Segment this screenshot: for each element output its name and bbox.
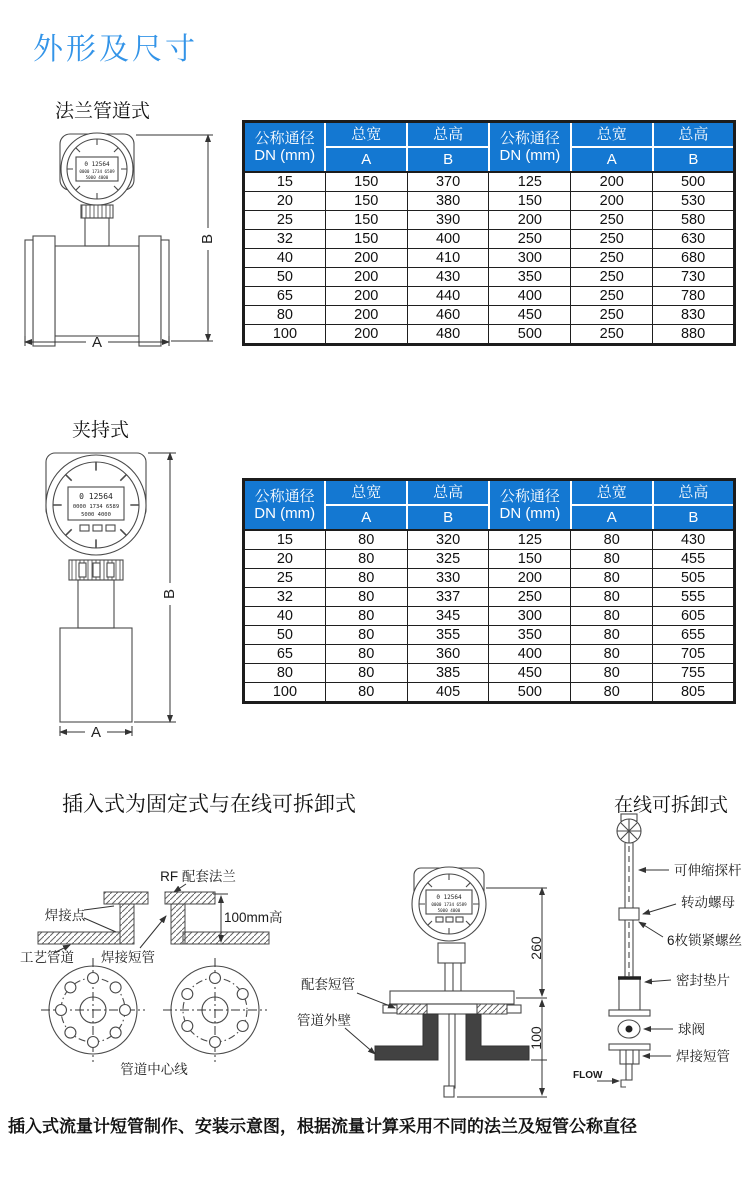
table-cell: 300 <box>489 607 571 626</box>
col-header-diameter-line1: 公称通径 <box>254 487 315 505</box>
stub-welding-diagram <box>8 858 293 1085</box>
dim-label-260: 260 <box>528 936 544 960</box>
table-cell: 200 <box>325 306 407 325</box>
diagram-leaders <box>345 993 395 1054</box>
table-cell: 150 <box>325 211 407 230</box>
table-cell: 80 <box>325 530 407 550</box>
col-header-width: 总宽 <box>325 122 407 148</box>
col-header-width: 总宽 <box>571 122 653 148</box>
table-cell: 80 <box>571 530 653 550</box>
table-cell: 32 <box>244 588 326 607</box>
flange-meter-body <box>25 133 169 346</box>
table-cell: 200 <box>571 192 653 211</box>
meter-display-line1: 0 12564 <box>79 492 113 501</box>
table-cell: 830 <box>653 306 735 325</box>
table-cell: 80 <box>325 550 407 569</box>
col-header-height: 总高 <box>407 122 489 148</box>
table-row <box>244 588 735 607</box>
section-label-flange-type: 法兰管道式 <box>55 101 151 122</box>
table-cell: 505 <box>653 569 735 588</box>
table-row <box>244 306 735 325</box>
dim-label-a: A <box>91 334 103 351</box>
col-subheader-b: B <box>407 147 489 172</box>
meter-display-line3: 5000 4000 <box>85 175 109 180</box>
table-row <box>244 211 735 230</box>
table-cell: 80 <box>571 569 653 588</box>
table-cell: 480 <box>407 325 489 345</box>
col-header-diameter <box>244 480 326 531</box>
table-cell: 345 <box>407 607 489 626</box>
table-cell: 350 <box>489 626 571 645</box>
table-cell: 80 <box>571 550 653 569</box>
table-cell: 50 <box>244 268 326 287</box>
col-header-diameter-line2: DN (mm) <box>499 147 561 164</box>
label-process-pipe: 工艺管道 <box>20 950 74 965</box>
col-subheader-b: B <box>653 147 735 172</box>
table-row <box>244 683 735 703</box>
table-cell: 150 <box>325 172 407 192</box>
label-flow: FLOW <box>573 1070 603 1081</box>
table-cell: 355 <box>407 626 489 645</box>
table-cell: 25 <box>244 569 326 588</box>
label-pipe-centerline: 管道中心线 <box>120 1062 188 1077</box>
col-header-height: 总高 <box>407 480 489 506</box>
table-cell: 20 <box>244 550 326 569</box>
table-cell: 65 <box>244 645 326 664</box>
table-cell: 150 <box>325 192 407 211</box>
table-cell: 80 <box>571 626 653 645</box>
table-cell: 80 <box>325 645 407 664</box>
dim-label-a: A <box>90 724 102 741</box>
table-cell: 80 <box>244 664 326 683</box>
section-heading-insertion-type: 插入式为固定式与在线可拆卸式 <box>62 793 356 816</box>
table-cell: 350 <box>489 268 571 287</box>
table-row <box>244 172 735 192</box>
table-cell: 805 <box>653 683 735 703</box>
flange-meter-drawing <box>12 128 227 350</box>
meter-display-line2: 0000 1734 6589 <box>79 169 115 174</box>
probe-assembly <box>609 814 650 1087</box>
table-cell: 555 <box>653 588 735 607</box>
table-cell: 200 <box>489 211 571 230</box>
label-weld-point: 焊接点 <box>44 908 86 923</box>
table-cell: 65 <box>244 287 326 306</box>
table-cell: 80 <box>571 683 653 703</box>
table-cell: 100 <box>244 325 326 345</box>
col-header-diameter-line1: 公称通径 <box>499 487 560 505</box>
table-cell: 20 <box>244 192 326 211</box>
table-cell: 80 <box>325 569 407 588</box>
page-caption: 插入式流量计短管制作、安装示意图，根据流量计算采用不同的法兰及短管公称直径 <box>8 1117 637 1136</box>
table-row <box>244 569 735 588</box>
col-subheader-a: A <box>325 147 407 172</box>
col-header-diameter-line1: 公称通径 <box>499 129 560 147</box>
table-cell: 80 <box>571 664 653 683</box>
table-cell: 125 <box>489 530 571 550</box>
col-subheader-b: B <box>407 505 489 530</box>
table-cell: 390 <box>407 211 489 230</box>
table-cell: 50 <box>244 626 326 645</box>
meter-display-line1: 0 12564 <box>84 161 110 168</box>
table-cell: 410 <box>407 249 489 268</box>
table-cell: 40 <box>244 607 326 626</box>
col-header-width: 总宽 <box>325 480 407 506</box>
table-cell: 250 <box>571 287 653 306</box>
table-cell: 200 <box>325 249 407 268</box>
table-cell: 455 <box>653 550 735 569</box>
table-row <box>244 268 735 287</box>
table-cell: 780 <box>653 287 735 306</box>
label-rf-flange: RF 配套法兰 <box>160 869 236 884</box>
col-subheader-a: A <box>325 505 407 530</box>
col-header-height: 总高 <box>653 122 735 148</box>
meter-display-line1: 0 12564 <box>436 894 462 901</box>
table-cell: 705 <box>653 645 735 664</box>
clamp-dimensions-table <box>242 478 736 704</box>
table-cell: 360 <box>407 645 489 664</box>
table-cell: 250 <box>571 211 653 230</box>
table-cell: 80 <box>325 626 407 645</box>
col-subheader-b: B <box>653 505 735 530</box>
col-header-diameter-line2: DN (mm) <box>499 505 561 522</box>
table-cell: 300 <box>489 249 571 268</box>
table-cell: 400 <box>489 645 571 664</box>
table-cell: 80 <box>325 664 407 683</box>
label-lock-screws: 6枚锁紧螺丝 <box>667 933 743 948</box>
table-cell: 500 <box>489 325 571 345</box>
table-cell: 15 <box>244 530 326 550</box>
table-cell: 440 <box>407 287 489 306</box>
flange-dimensions-table <box>242 120 736 346</box>
label-telescopic-probe: 可伸缩探杆 <box>674 863 742 878</box>
table-row <box>244 287 735 306</box>
table-cell: 15 <box>244 172 326 192</box>
table-cell: 200 <box>325 325 407 345</box>
table-cell: 150 <box>325 230 407 249</box>
label-weld-stub: 焊接短管 <box>101 950 155 965</box>
table-cell: 80 <box>571 588 653 607</box>
table-row <box>244 626 735 645</box>
dim-label-b: B <box>161 588 178 600</box>
col-header-diameter-line2: DN (mm) <box>254 505 316 522</box>
table-cell: 730 <box>653 268 735 287</box>
table-row <box>244 530 735 550</box>
section-label-clamp-type: 夹持式 <box>72 420 130 441</box>
table-cell: 460 <box>407 306 489 325</box>
table-cell: 40 <box>244 249 326 268</box>
clamp-meter-drawing <box>18 443 228 740</box>
meter-display-line2: 0000 1734 6589 <box>72 504 120 510</box>
table-cell: 150 <box>489 192 571 211</box>
table-cell: 200 <box>571 172 653 192</box>
table-cell: 250 <box>571 249 653 268</box>
table-cell: 500 <box>653 172 735 192</box>
col-header-width: 总宽 <box>571 480 653 506</box>
table-row <box>244 607 735 626</box>
table-row <box>244 192 735 211</box>
table-cell: 325 <box>407 550 489 569</box>
table-cell: 500 <box>489 683 571 703</box>
table-cell: 450 <box>489 306 571 325</box>
table-cell: 450 <box>489 664 571 683</box>
table-cell: 25 <box>244 211 326 230</box>
table-cell: 250 <box>571 230 653 249</box>
col-header-diameter <box>244 122 326 173</box>
meter-display-line3: 5000 4000 <box>437 908 461 913</box>
table-cell: 530 <box>653 192 735 211</box>
table-cell: 80 <box>325 607 407 626</box>
table-cell: 200 <box>489 569 571 588</box>
table-cell: 80 <box>571 645 653 664</box>
table-cell: 150 <box>489 550 571 569</box>
label-100mm-height: 100mm高 <box>224 910 283 925</box>
col-header-diameter <box>489 480 571 531</box>
table-cell: 680 <box>653 249 735 268</box>
label-matching-stub: 配套短管 <box>301 977 355 992</box>
table-cell: 400 <box>489 287 571 306</box>
col-header-height: 总高 <box>653 480 735 506</box>
meter-display-line2: 0000 1734 6589 <box>431 902 467 907</box>
label-rotating-nut: 转动螺母 <box>681 895 735 910</box>
col-subheader-a: A <box>571 505 653 530</box>
table-cell: 755 <box>653 664 735 683</box>
table-cell: 80 <box>571 607 653 626</box>
table-cell: 605 <box>653 607 735 626</box>
col-header-diameter-line2: DN (mm) <box>254 147 316 164</box>
table-cell: 380 <box>407 192 489 211</box>
table-row <box>244 325 735 345</box>
col-header-diameter <box>489 122 571 173</box>
table-cell: 330 <box>407 569 489 588</box>
label-pipe-outer-wall: 管道外壁 <box>297 1013 351 1028</box>
table-row <box>244 249 735 268</box>
table-cell: 250 <box>571 306 653 325</box>
label-sealing-gasket: 密封垫片 <box>676 973 730 988</box>
table-cell: 580 <box>653 211 735 230</box>
table-cell: 80 <box>325 588 407 607</box>
table-cell: 250 <box>489 230 571 249</box>
table-cell: 100 <box>244 683 326 703</box>
table-cell: 32 <box>244 230 326 249</box>
table-cell: 880 <box>653 325 735 345</box>
table-cell: 125 <box>489 172 571 192</box>
table-row <box>244 550 735 569</box>
table-row <box>244 664 735 683</box>
table-cell: 630 <box>653 230 735 249</box>
table-cell: 337 <box>407 588 489 607</box>
insertion-meter-diagram <box>295 848 550 1105</box>
table-cell: 655 <box>653 626 735 645</box>
insertion-meter-body <box>375 867 529 1097</box>
table-cell: 400 <box>407 230 489 249</box>
table-cell: 250 <box>571 325 653 345</box>
table-cell: 80 <box>325 683 407 703</box>
meter-display-line3: 5000 4000 <box>81 512 111 518</box>
table-cell: 200 <box>325 268 407 287</box>
online-removable-diagram <box>555 808 750 1110</box>
dim-label-b: B <box>199 233 216 245</box>
table-cell: 80 <box>244 306 326 325</box>
table-cell: 320 <box>407 530 489 550</box>
table-cell: 385 <box>407 664 489 683</box>
table-cell: 370 <box>407 172 489 192</box>
page-title: 外形及尺寸 <box>33 33 198 66</box>
flange-front-views <box>41 958 267 1062</box>
label-weld-stub: 焊接短管 <box>676 1049 730 1064</box>
label-ball-valve: 球阀 <box>678 1022 705 1037</box>
col-header-diameter-line1: 公称通径 <box>254 129 315 147</box>
section-heading-online-removable: 在线可拆卸式 <box>614 795 729 816</box>
table-cell: 405 <box>407 683 489 703</box>
col-subheader-a: A <box>571 147 653 172</box>
clamp-meter-body <box>46 453 146 722</box>
table-row <box>244 645 735 664</box>
table-cell: 430 <box>653 530 735 550</box>
table-cell: 250 <box>489 588 571 607</box>
table-cell: 430 <box>407 268 489 287</box>
table-row <box>244 230 735 249</box>
table-cell: 200 <box>325 287 407 306</box>
dim-label-100: 100 <box>528 1026 544 1050</box>
table-cell: 250 <box>571 268 653 287</box>
